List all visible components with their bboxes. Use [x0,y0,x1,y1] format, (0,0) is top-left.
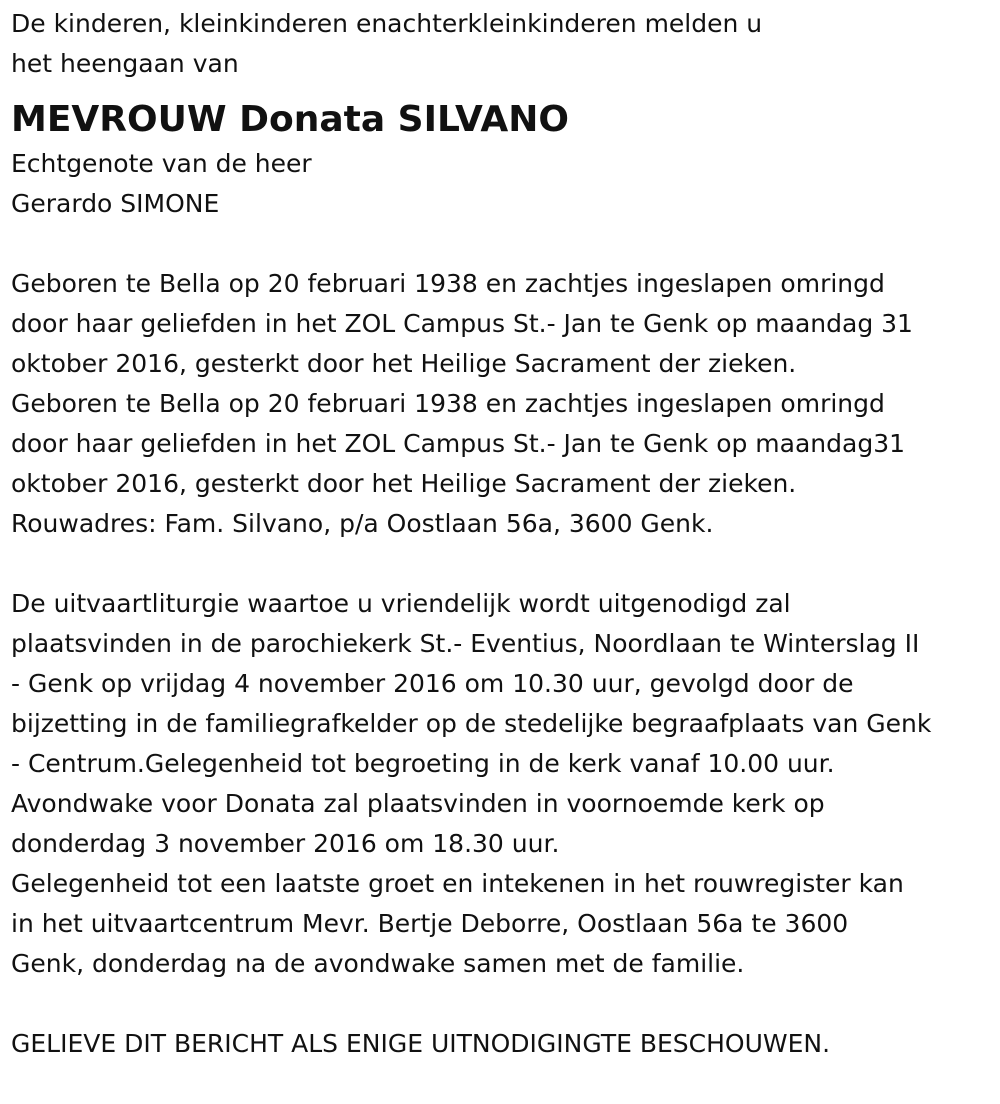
text-line: Geboren te Bella op 20 februari 1938 en zachtjes ingeslapen omringd [11,389,885,418]
intro-line: De kinderen, kleinkinderen enachterkleinkinderen melden u [11,9,763,38]
text-line: Genk, donderdag na de avondwake samen met de familie. [11,949,745,978]
funeral-section [11,584,991,984]
text-line: oktober 2016, gesterkt door het Heilige Sacrament der zieken. [11,349,797,378]
deceased-name: MEVROUW Donata SILVANO [11,99,569,140]
spouse-section [11,144,991,224]
text-line: door haar geliefden in het ZOL Campus St.- Jan te Genk op maandag31 [11,429,906,458]
spacer [11,544,991,584]
text-line: - Centrum.Gelegenheid tot begroeting in de kerk vanaf 10.00 uur. [11,749,835,778]
death-notice [11,4,991,1064]
intro-line: het heengaan van [11,49,239,78]
intro-section [11,4,991,84]
mourning-address: Rouwadres: Fam. Silvano, p/a Oostlaan 56a, 3600 Genk. [11,509,714,538]
text-line: plaatsvinden in de parochiekerk St.- Eventius, Noordlaan te Winterslag II [11,629,920,658]
spouse-line: Gerardo SIMONE [11,189,220,218]
closing-note: GELIEVE DIT BERICHT ALS ENIGE UITNODIGINGTE BESCHOUWEN. [11,1029,831,1058]
text-line: - Genk op vrijdag 4 november 2016 om 10.30 uur, gevolgd door de [11,669,854,698]
text-line: Gelegenheid tot een laatste groet en intekenen in het rouwregister kan [11,869,904,898]
text-line: in het uitvaartcentrum Mevr. Bertje Deborre, Oostlaan 56a te 3600 [11,909,849,938]
text-line: Avondwake voor Donata zal plaatsvinden in voornoemde kerk op [11,789,825,818]
text-line: Geboren te Bella op 20 februari 1938 en zachtjes ingeslapen omringd [11,269,885,298]
spouse-line: Echtgenote van de heer [11,149,312,178]
text-line: bijzetting in de familiegrafkelder op de stedelijke begraafplaats van Genk [11,709,932,738]
text-line: De uitvaartliturgie waartoe u vriendelijk wordt uitgenodigd zal [11,589,791,618]
birth-death-section [11,264,991,544]
spacer [11,984,991,1024]
spacer [11,224,991,264]
text-line: donderdag 3 november 2016 om 18.30 uur. [11,829,560,858]
text-line: door haar geliefden in het ZOL Campus St.- Jan te Genk op maandag 31 [11,309,913,338]
text-line: oktober 2016, gesterkt door het Heilige Sacrament der zieken. [11,469,797,498]
